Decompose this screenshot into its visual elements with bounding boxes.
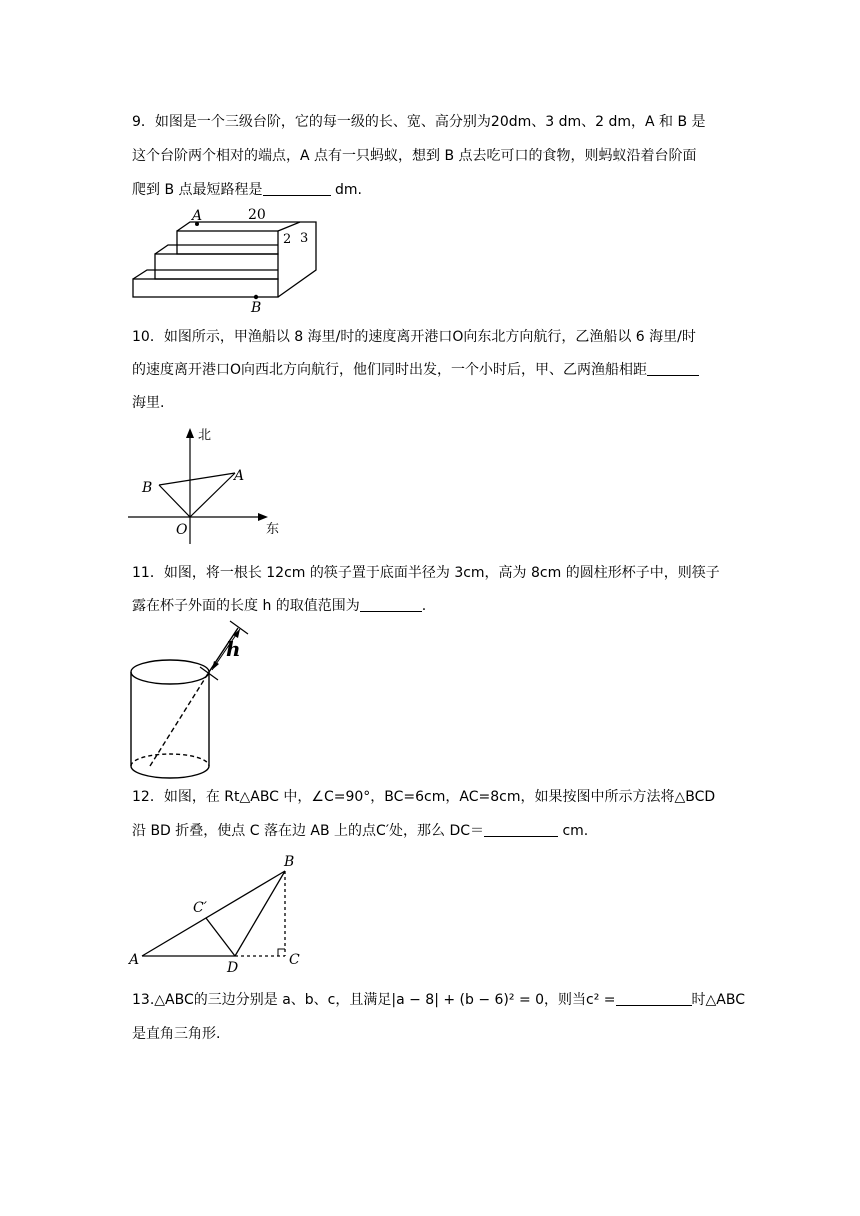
- question-12-line-1: 12．如图，在 Rt△ABC 中，∠C=90°，BC=6cm，AC=8cm，如果按图中所示方法将△BCD: [132, 789, 716, 805]
- question-13-text-end: 时△ABC: [691, 992, 746, 1008]
- question-11-line-2: [132, 596, 732, 616]
- question-9-line-2: 这个台阶两个相对的端点，A 点有一只蚂蚁，想到 B 点去吃可口的食物，则蚂蚁沿着台阶面: [132, 148, 697, 164]
- question-13-text: 13.△ABC的三边分别是 a、b、c，且满足|a − 8| + (b − 6)² = 0，则当c² =: [132, 992, 616, 1008]
- triangle-label-a: A: [129, 952, 140, 968]
- compass-label-east: 东: [266, 522, 280, 537]
- figure-label-2: 2: [283, 232, 292, 247]
- question-10-text: 的速度离开港口O向西北方向航行，他们同时出发，一个小时后，甲、乙两渔船相距: [132, 362, 648, 378]
- compass-label-a: A: [234, 468, 245, 484]
- triangle-label-b: B: [284, 854, 295, 870]
- question-9-line-3: [132, 180, 732, 200]
- compass-label-north: 北: [198, 428, 212, 443]
- question-13-line-2: 是直角三角形.: [132, 1026, 221, 1042]
- answer-blank[interactable]: [360, 597, 422, 612]
- question-9-text: 爬到 B 点最短路程是: [132, 182, 263, 198]
- answer-blank[interactable]: [616, 991, 692, 1006]
- question-12-line-2: [132, 821, 732, 841]
- figure-label-a: A: [192, 208, 203, 224]
- question-9-unit: dm.: [334, 182, 362, 198]
- question-12-unit: cm.: [562, 823, 589, 839]
- cylinder-figure: [128, 620, 258, 780]
- answer-blank[interactable]: [647, 361, 699, 376]
- figure-label-3: 3: [300, 231, 309, 246]
- figure-label-20: 20: [248, 207, 266, 223]
- question-12-text: 沿 BD 折叠，使点 C 落在边 AB 上的点C′处，那么 DC＝: [132, 823, 485, 839]
- question-10-line-3: 海里.: [132, 395, 165, 411]
- question-11-end: .: [421, 598, 427, 614]
- compass-label-b: B: [142, 480, 153, 496]
- triangle-figure: [126, 850, 316, 975]
- question-11-line-1: 11．如图，将一根长 12cm 的筷子置于底面半径为 3cm，高为 8cm 的圆柱形杯子中，则筷子: [132, 565, 720, 581]
- question-13-line-1: [132, 990, 746, 1010]
- figure-label-b: B: [251, 300, 262, 316]
- answer-blank[interactable]: [484, 822, 558, 837]
- question-10-line-1: 10．如图所示，甲渔船以 8 海里/时的速度离开港口O向东北方向航行，乙渔船以 6 海里/时: [132, 329, 696, 345]
- compass-label-o: O: [176, 522, 188, 538]
- question-9-line-1: 9．如图是一个三级台阶，它的每一级的长、宽、高分别为20dm、3 dm、2 dm，A 和 B 是: [132, 114, 706, 130]
- answer-blank[interactable]: [263, 181, 331, 196]
- triangle-label-c: C: [289, 952, 300, 968]
- question-10-line-2: [132, 360, 732, 380]
- triangle-label-d: D: [227, 960, 239, 976]
- compass-figure: [128, 422, 288, 542]
- cylinder-label-h: h: [226, 637, 241, 661]
- triangle-label-c-prime: C′: [193, 900, 207, 916]
- question-11-text: 露在杯子外面的长度 h 的取值范围为: [132, 598, 360, 614]
- staircase-figure: [128, 206, 328, 318]
